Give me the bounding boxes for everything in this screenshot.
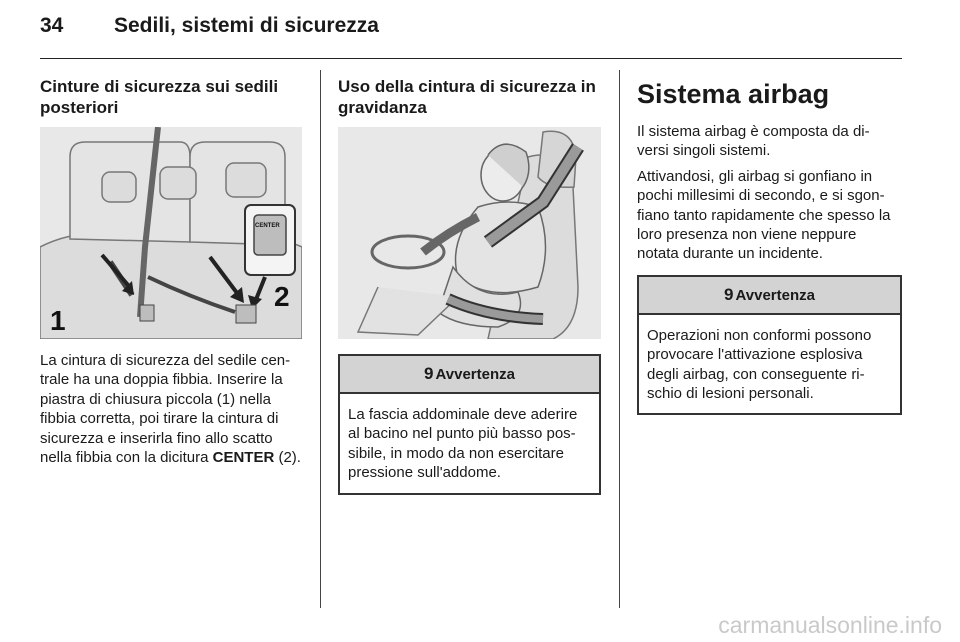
column-divider-2 — [619, 70, 620, 608]
pregnant-driver-drawing — [338, 127, 601, 339]
rear-seat-belt-illustration — [40, 127, 302, 339]
column-pregnancy — [338, 76, 601, 495]
warning-box-airbag — [637, 275, 902, 416]
warning-header — [340, 356, 599, 394]
warning-title: Avvertenza — [735, 286, 815, 304]
figure-label-1: 1 — [50, 305, 66, 336]
warning-box-pregnancy — [338, 354, 601, 495]
page-number: 34 — [40, 14, 64, 37]
warning-text: Operazioni non conformi possono provocare l'attivazione esplosiva degli airbag, con conseguente ri- schio di lesioni personali. — [647, 326, 872, 403]
section-heading: Cinture di sicurezza sui sedili posteriori — [40, 77, 279, 117]
body-text-intro: Il sistema airbag è composta da di- versi singoli sistemi. — [637, 123, 870, 160]
body-text — [40, 351, 302, 467]
body-text-emphasis: CENTER — [212, 449, 275, 467]
warning-text: La fascia addominale deve aderire al bacino nel punto più basso pos- sibile, in modo da non esercitare pressione sull'addome. — [348, 406, 578, 482]
section-heading: Uso della cintura di sicurezza in gravidanza — [338, 77, 596, 117]
center-buckle-label: CENTER — [255, 223, 280, 229]
watermark: carmanualsonline.info — [718, 612, 942, 638]
figure-label-2: 2 — [274, 281, 290, 312]
warning-title: Avvertenza — [435, 366, 515, 383]
pregnancy-seatbelt-illustration — [338, 127, 601, 339]
body-text-activation: Attivandosi, gli airbag si gonfiano in pochi millesimi di secondo, e si sgon- fiano tanto rapidamente che spesso la loro presenza non viene neppure notata durante un incidente. — [637, 167, 891, 263]
warning-header — [639, 277, 900, 315]
body-text-main: La cintura di sicurezza del sedile cen- trale ha una doppia fibbia. Inserire la piastra di chiusura piccola (1) nella fibbia corretta, poi tirare la cintura di sicurezza e inserirla fino allo scatto nella fibbia con la dicitura — [40, 352, 291, 467]
warning-triangle-icon: 9 — [424, 364, 434, 383]
body-text-end: (2). — [274, 449, 301, 467]
header-rule — [40, 58, 902, 59]
rear-seat-drawing — [40, 127, 302, 339]
column-airbag — [637, 78, 902, 415]
chapter-title: Sedili, sistemi di sicurezza — [114, 14, 379, 37]
warning-triangle-icon: 9 — [724, 284, 734, 304]
main-heading: Sistema airbag — [637, 79, 830, 109]
column-rear-seatbelts — [40, 76, 302, 467]
column-divider-1 — [320, 70, 321, 608]
